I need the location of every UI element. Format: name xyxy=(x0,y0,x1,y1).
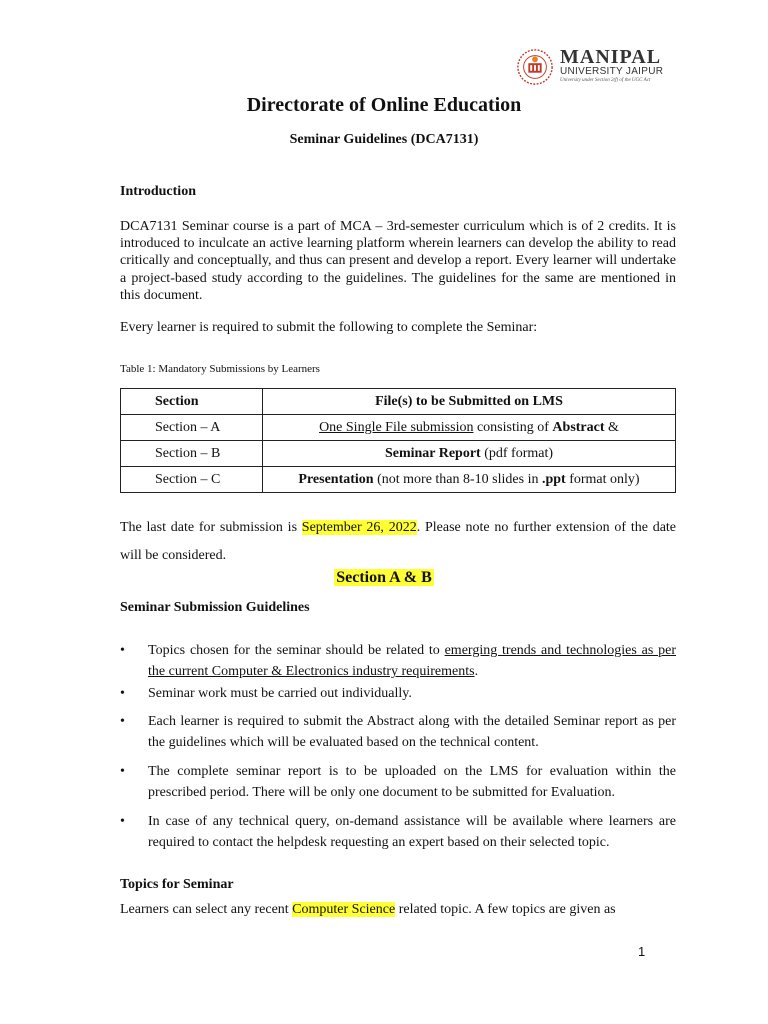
c-end: format only) xyxy=(565,471,640,487)
list-item xyxy=(120,811,676,853)
list-item xyxy=(120,711,676,753)
section-ab-label: Section A & B xyxy=(336,569,432,586)
table-cell-c xyxy=(263,467,676,493)
table-row xyxy=(121,467,676,493)
logo-tagline: University under Section 2(f) of the UGC Act xyxy=(560,78,651,83)
c-mid: (not more than 8-10 slides in xyxy=(373,471,542,487)
table-cell-section-b: Section – B xyxy=(121,441,263,467)
seminar-report-bold: Seminar Report xyxy=(384,445,481,461)
topics-before: Learners can select any recent xyxy=(120,902,293,917)
ab-line1-mid: consisting of xyxy=(473,419,553,435)
guidelines-list xyxy=(120,640,676,853)
logo-subtitle: UNIVERSITY JAIPUR xyxy=(560,66,664,77)
table-caption: Table 1: Mandatory Submissions by Learners xyxy=(120,363,320,375)
table-cell-ab-line2 xyxy=(263,441,676,467)
bullet: • xyxy=(120,714,125,729)
topics-highlight: Computer Science xyxy=(292,902,396,917)
bullet: • xyxy=(120,814,125,829)
ab-line2-end: (pdf format) xyxy=(480,445,554,461)
topics-paragraph xyxy=(120,901,676,918)
item1-after: . xyxy=(474,664,479,679)
page-subtitle: Seminar Guidelines (DCA7131) xyxy=(289,132,479,147)
table-header-section: Section xyxy=(121,389,263,415)
table-row xyxy=(121,415,676,441)
item1-underlined: emerging trends and technologies as per the current Computer & Electronics industry requirements xyxy=(148,643,676,679)
item2-text: Seminar work must be carried out individually. xyxy=(148,686,412,701)
topics-after: related topic. A few topics are given as xyxy=(395,902,616,917)
university-logo xyxy=(516,44,686,88)
page-title: Directorate of Online Education xyxy=(246,94,522,116)
deadline-date: September 26, 2022 xyxy=(301,520,417,535)
list-item xyxy=(120,761,676,803)
list-item xyxy=(120,683,676,704)
presentation-bold: Presentation xyxy=(298,471,374,487)
bullet: • xyxy=(120,686,125,701)
bullet: • xyxy=(120,643,125,658)
ab-line1-end: & xyxy=(604,419,619,435)
item5-text: In case of any technical query, on-demand assistance will be available where learners are required to contact the helpdesk requesting an expert based on their selected topic. xyxy=(148,814,676,850)
table-cell-section-c: Section – C xyxy=(121,467,263,493)
deadline-before: The last date for submission is xyxy=(120,520,302,535)
list-item xyxy=(120,640,676,682)
submissions-table xyxy=(120,388,676,493)
intro-heading: Introduction xyxy=(120,184,196,199)
table-header-files: File(s) to be Submitted on LMS xyxy=(263,389,676,415)
table-cell-ab-line1 xyxy=(263,415,676,441)
deadline-paragraph xyxy=(120,514,676,570)
section-ab-heading xyxy=(0,569,768,587)
guidelines-heading: Seminar Submission Guidelines xyxy=(120,600,310,615)
item3-text: Each learner is required to submit the Abstract along with the detailed Seminar report as per the guidelines which will be evaluated based on the technical content. xyxy=(148,714,676,750)
ppt-bold: .ppt xyxy=(541,471,566,487)
table-row xyxy=(121,441,676,467)
table-header-row xyxy=(121,389,676,415)
single-file-underlined: One Single File submission xyxy=(319,419,474,435)
topics-heading: Topics for Seminar xyxy=(120,877,234,892)
deadline-after: . Please note no further extension of the date will be considered. xyxy=(120,520,677,563)
page-number: 1 xyxy=(638,944,646,959)
logo-brand: MANIPAL xyxy=(560,46,662,68)
intro-paragraph: DCA7131 Seminar course is a part of MCA – 3rd-semester curriculum which is of 2 credits. It is introduced to inculcate an active learning platform wherein learners can develop the ability to read critically and conceptually, and thus can present and develop a report. Every learner will undertake a project-based study according to the guidelines. The guidelines for the same are mentioned in this document. xyxy=(120,219,676,303)
item4-text: The complete seminar report is to be uploaded on the LMS for evaluation within the prescribed period. There will be only one document to be submitted for Evaluation. xyxy=(148,764,676,800)
abstract-bold: Abstract xyxy=(552,419,605,435)
bullet: • xyxy=(120,764,125,779)
item1-before: Topics chosen for the seminar should be related to xyxy=(148,643,445,658)
university-seal-icon xyxy=(516,48,554,86)
table-cell-section-a: Section – A xyxy=(121,415,263,441)
intro-instruction: Every learner is required to submit the following to complete the Seminar: xyxy=(120,320,538,335)
